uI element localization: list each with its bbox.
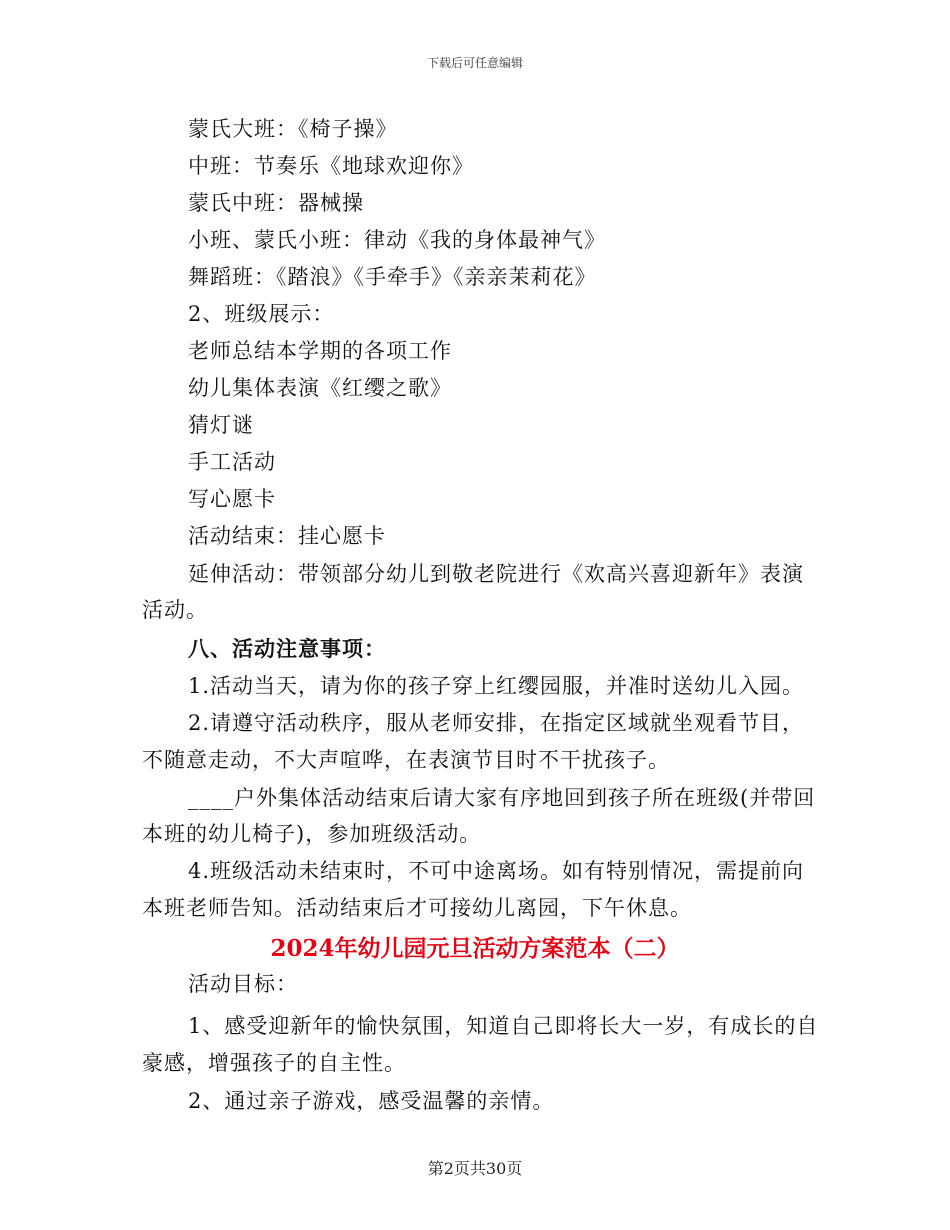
text-line: 猜灯谜 <box>188 413 254 437</box>
text-line: 豪感，增强孩子的自主性。 <box>142 1051 406 1075</box>
text-line: 中班：节奏乐《地球欢迎你》 <box>188 154 474 178</box>
text-line: 1.活动当天，请为你的孩子穿上红缨园服，并准时送幼儿入园。 <box>188 674 805 698</box>
page-header: 下载后可任意编辑 <box>426 56 523 70</box>
text-line: 本班老师告知。活动结束后才可接幼儿离园，下午休息。 <box>142 896 692 920</box>
section-heading: 八、活动注意事项： <box>188 636 386 661</box>
text-line: 写心愿卡 <box>188 487 276 511</box>
text-line: 老师总结本学期的各项工作 <box>188 339 452 363</box>
text-line: 延伸活动：带领部分幼儿到敬老院进行《欢高兴喜迎新年》表演 <box>188 562 804 586</box>
text-line: 本班的幼儿椅子)，参加班级活动。 <box>142 822 482 846</box>
text-line: 2、班级展示： <box>188 302 335 326</box>
section-title: 2024年幼儿园元旦活动方案范本（二） <box>270 935 680 962</box>
text-line: 小班、蒙氏小班：律动《我的身体最神气》 <box>188 228 606 252</box>
text-line: 2、通过亲子游戏，感受温馨的亲情。 <box>188 1089 555 1113</box>
text-line: 蒙氏大班：《椅子操》 <box>188 117 398 141</box>
page-footer: 第2页共30页 <box>427 1159 523 1178</box>
text-line: 活动结束：挂心愿卡 <box>188 524 386 548</box>
text-line: 2.请遵守活动秩序，服从老师安排，在指定区域就坐观看节目， <box>188 711 805 735</box>
text-line: 4.班级活动未结束时，不可中途离场。如有特别情况，需提前向 <box>188 859 805 883</box>
text-line: 活动目标： <box>188 972 298 996</box>
text-line: 1、感受迎新年的愉快氛围，知道自己即将长大一岁，有成长的自 <box>188 1014 819 1038</box>
text-line: 舞蹈班：《踏浪》《手牵手》《亲亲茉莉花》 <box>188 265 597 289</box>
text-line: 蒙氏中班：器械操 <box>188 191 364 215</box>
text-line: 不随意走动，不大声喧哗，在表演节目时不干扰孩子。 <box>142 748 670 772</box>
text-line: 幼儿集体表演《红缨之歌》 <box>188 376 452 400</box>
text-line: 手工活动 <box>188 450 276 474</box>
text-line: ____户外集体活动结束后请大家有序地回到孩子所在班级(并带回 <box>188 786 816 810</box>
text-line: 活动。 <box>142 598 208 622</box>
